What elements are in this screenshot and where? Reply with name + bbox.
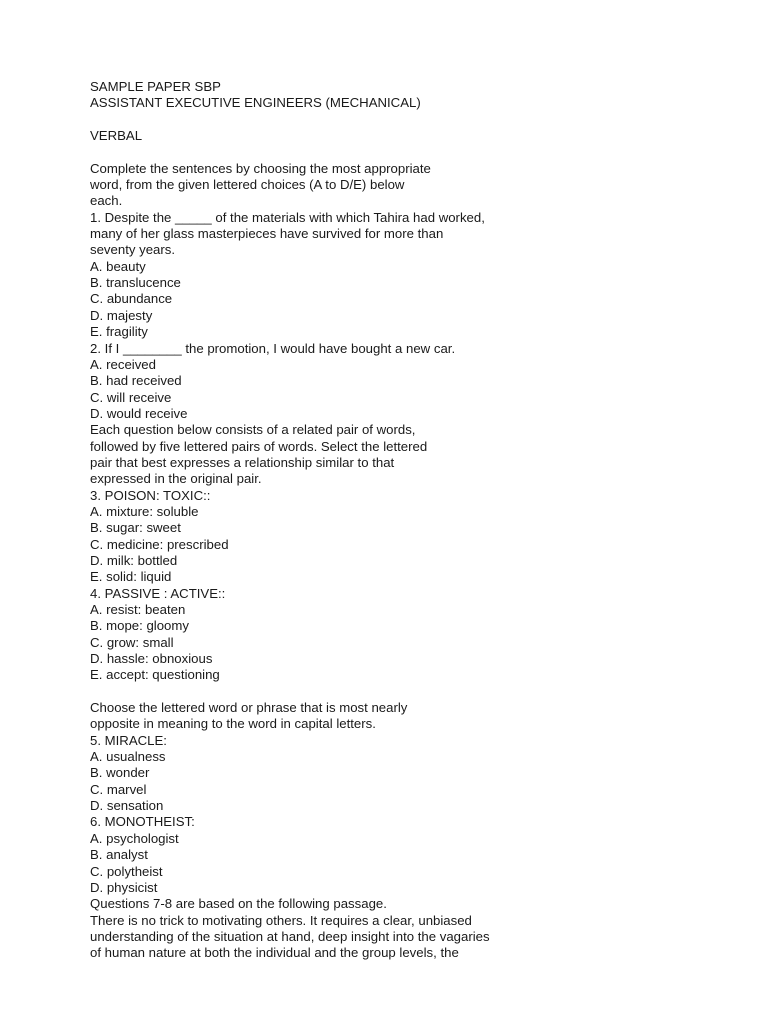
document-line: E. fragility [90, 324, 148, 340]
document-line: opposite in meaning to the word in capital letters. [90, 716, 376, 732]
document-line: VERBAL [90, 128, 143, 144]
document-line: SAMPLE PAPER SBP [90, 79, 221, 94]
document-line: D. physicist [90, 879, 158, 895]
document-line: ASSISTANT EXECUTIVE ENGINEERS (MECHANICAL) [90, 95, 421, 111]
document-line: B. analyst [90, 847, 148, 863]
document-line: pair that best expresses a relationship similar to that [90, 454, 395, 470]
document-line: seventy years. [90, 242, 176, 258]
document-line: B. mope: gloomy [90, 618, 189, 634]
document-line: C. grow: small [90, 634, 174, 650]
document-line: D. milk: bottled [90, 552, 178, 568]
document-line: A. psychologist [90, 830, 179, 846]
document-line: Complete the sentences by choosing the most appropriate [90, 160, 431, 176]
document-line: expressed in the original pair. [90, 471, 262, 487]
document-line: of human nature at both the individual and the group levels, the [90, 945, 459, 961]
document-line: A. mixture: soluble [90, 503, 199, 519]
document-line [90, 684, 730, 700]
document-line: A. resist: beaten [90, 602, 186, 617]
document-line: B. sugar: sweet [90, 520, 181, 536]
document-line: 2. If I ________ the promotion, I would have bought a new car. [90, 340, 456, 356]
document-line: D. would receive [90, 405, 188, 421]
document-line: B. wonder [90, 765, 150, 781]
document-line: understanding of the situation at hand, deep insight into the vagaries [90, 928, 490, 944]
document-line: 1. Despite the _____ of the materials with which Tahira had worked, [90, 209, 485, 225]
document-line: B. had received [90, 373, 182, 389]
document-line: D. hassle: obnoxious [90, 651, 213, 667]
document-line: A. usualness [90, 749, 166, 765]
document-line: E. accept: questioning [90, 667, 220, 683]
document-line: 3. POISON: TOXIC:: [90, 487, 211, 503]
document-line: 5. MIRACLE: [90, 732, 167, 748]
document-line: A. received [90, 356, 156, 372]
document-line: word, from the given lettered choices (A to D/E) below [90, 177, 405, 193]
document-line: Choose the lettered word or phrase that is most nearly [90, 700, 408, 716]
document-line: many of her glass masterpieces have survived for more than [90, 226, 444, 242]
document-line: A. beauty [90, 258, 146, 274]
document-line [90, 144, 730, 160]
document-line: C. marvel [90, 781, 147, 797]
document-line: There is no trick to motivating others. It requires a clear, unbiased [90, 912, 472, 928]
document-line: C. polytheist [90, 863, 163, 879]
document-line: C. medicine: prescribed [90, 536, 229, 552]
document-line: D. sensation [90, 798, 164, 814]
document-line: C. abundance [90, 291, 173, 307]
document-line: 4. PASSIVE : ACTIVE:: [90, 585, 226, 601]
document-text [90, 79, 730, 962]
document-line: 6. MONOTHEIST: [90, 814, 195, 830]
document-line [90, 112, 730, 128]
document-line: B. translucence [90, 275, 181, 291]
document-line: Questions 7-8 are based on the following passage. [90, 896, 387, 912]
document-line: E. solid: liquid [90, 569, 172, 585]
document-line: followed by five lettered pairs of words. Select the lettered [90, 438, 428, 454]
document-line: Each question below consists of a related pair of words, [90, 422, 416, 438]
document-line: D. majesty [90, 307, 153, 323]
document-line: C. will receive [90, 389, 172, 405]
document-line: each. [90, 193, 123, 209]
